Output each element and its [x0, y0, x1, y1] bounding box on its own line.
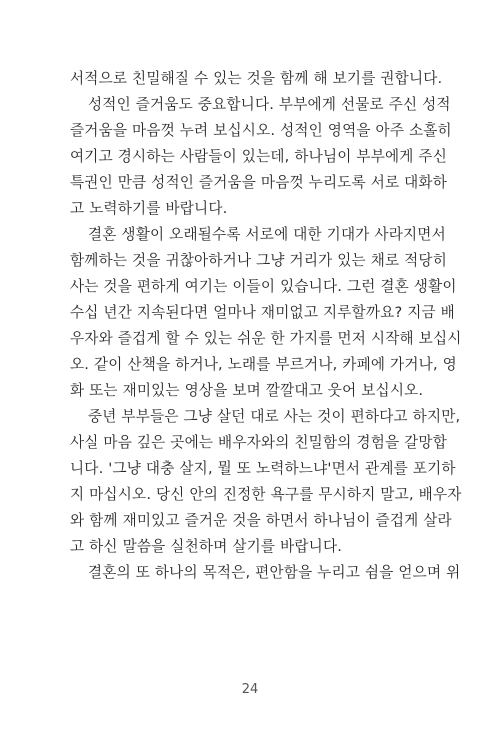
text-line: 사실 마음 깊은 곳에는 배우자와의 친밀함의 경험을 갈망합	[70, 434, 448, 451]
text-line: 고 노력하기를 바랍니다.	[70, 200, 228, 217]
text-line: 여기고 경시하는 사람들이 있는데, 하나님이 부부에게 주신	[70, 148, 448, 165]
text-line: 중년 부부들은 그냥 살던 대로 사는 것이 편하다고 하지만,	[88, 408, 461, 425]
text-line: 지 마십시오. 당신 안의 진정한 욕구를 무시하지 말고, 배우자	[70, 486, 462, 503]
text-line: 함께하는 것을 귀찮아하거나 그냥 거리가 있는 채로 적당히	[70, 252, 448, 269]
text-line: 성적인 즐거움도 중요합니다. 부부에게 선물로 주신 성적	[88, 96, 451, 113]
text-line: 즐거움을 마음껏 누려 보십시오. 성적인 영역을 아주 소홀히	[70, 122, 452, 139]
text-line: 화 또는 재미있는 영상을 보며 깔깔대고 웃어 보십시오.	[70, 382, 424, 399]
text-line: 결혼의 또 하나의 목적은, 편안함을 누리고 쉼을 얻으며 위	[88, 564, 461, 581]
text-line: 수십 년간 지속된다면 얼마나 재미없고 지루할까요? 지금 배	[70, 304, 455, 321]
text-line: 결혼 생활이 오래될수록 서로에 대한 기대가 사라지면서	[88, 226, 446, 243]
text-line: 오. 같이 산책을 하거나, 노래를 부르거나, 카페에 가거나, 영	[70, 356, 457, 373]
text-line: 니다. '그냥 대충 살지, 뭘 또 노력하느냐'면서 관계를 포기하	[70, 460, 456, 477]
text-line: 와 함께 재미있고 즐거운 것을 하면서 하나님이 즐겁게 살라	[70, 512, 452, 529]
text-line: 사는 것을 편하게 여기는 이들이 있습니다. 그런 결혼 생활이	[70, 278, 457, 295]
text-line: 우자와 즐겁게 할 수 있는 쉬운 한 가지를 먼저 시작해 보십시	[70, 330, 462, 347]
text-line: 서적으로 친밀해질 수 있는 것을 함께 해 보기를 권합니다.	[70, 70, 443, 87]
text-line: 특권인 만큼 성적인 즐거움을 마음껏 누리도록 서로 대화하	[70, 174, 448, 191]
page-number: 24	[241, 682, 259, 697]
text-line: 고 하신 말씀을 실천하며 살기를 바랍니다.	[70, 538, 343, 555]
